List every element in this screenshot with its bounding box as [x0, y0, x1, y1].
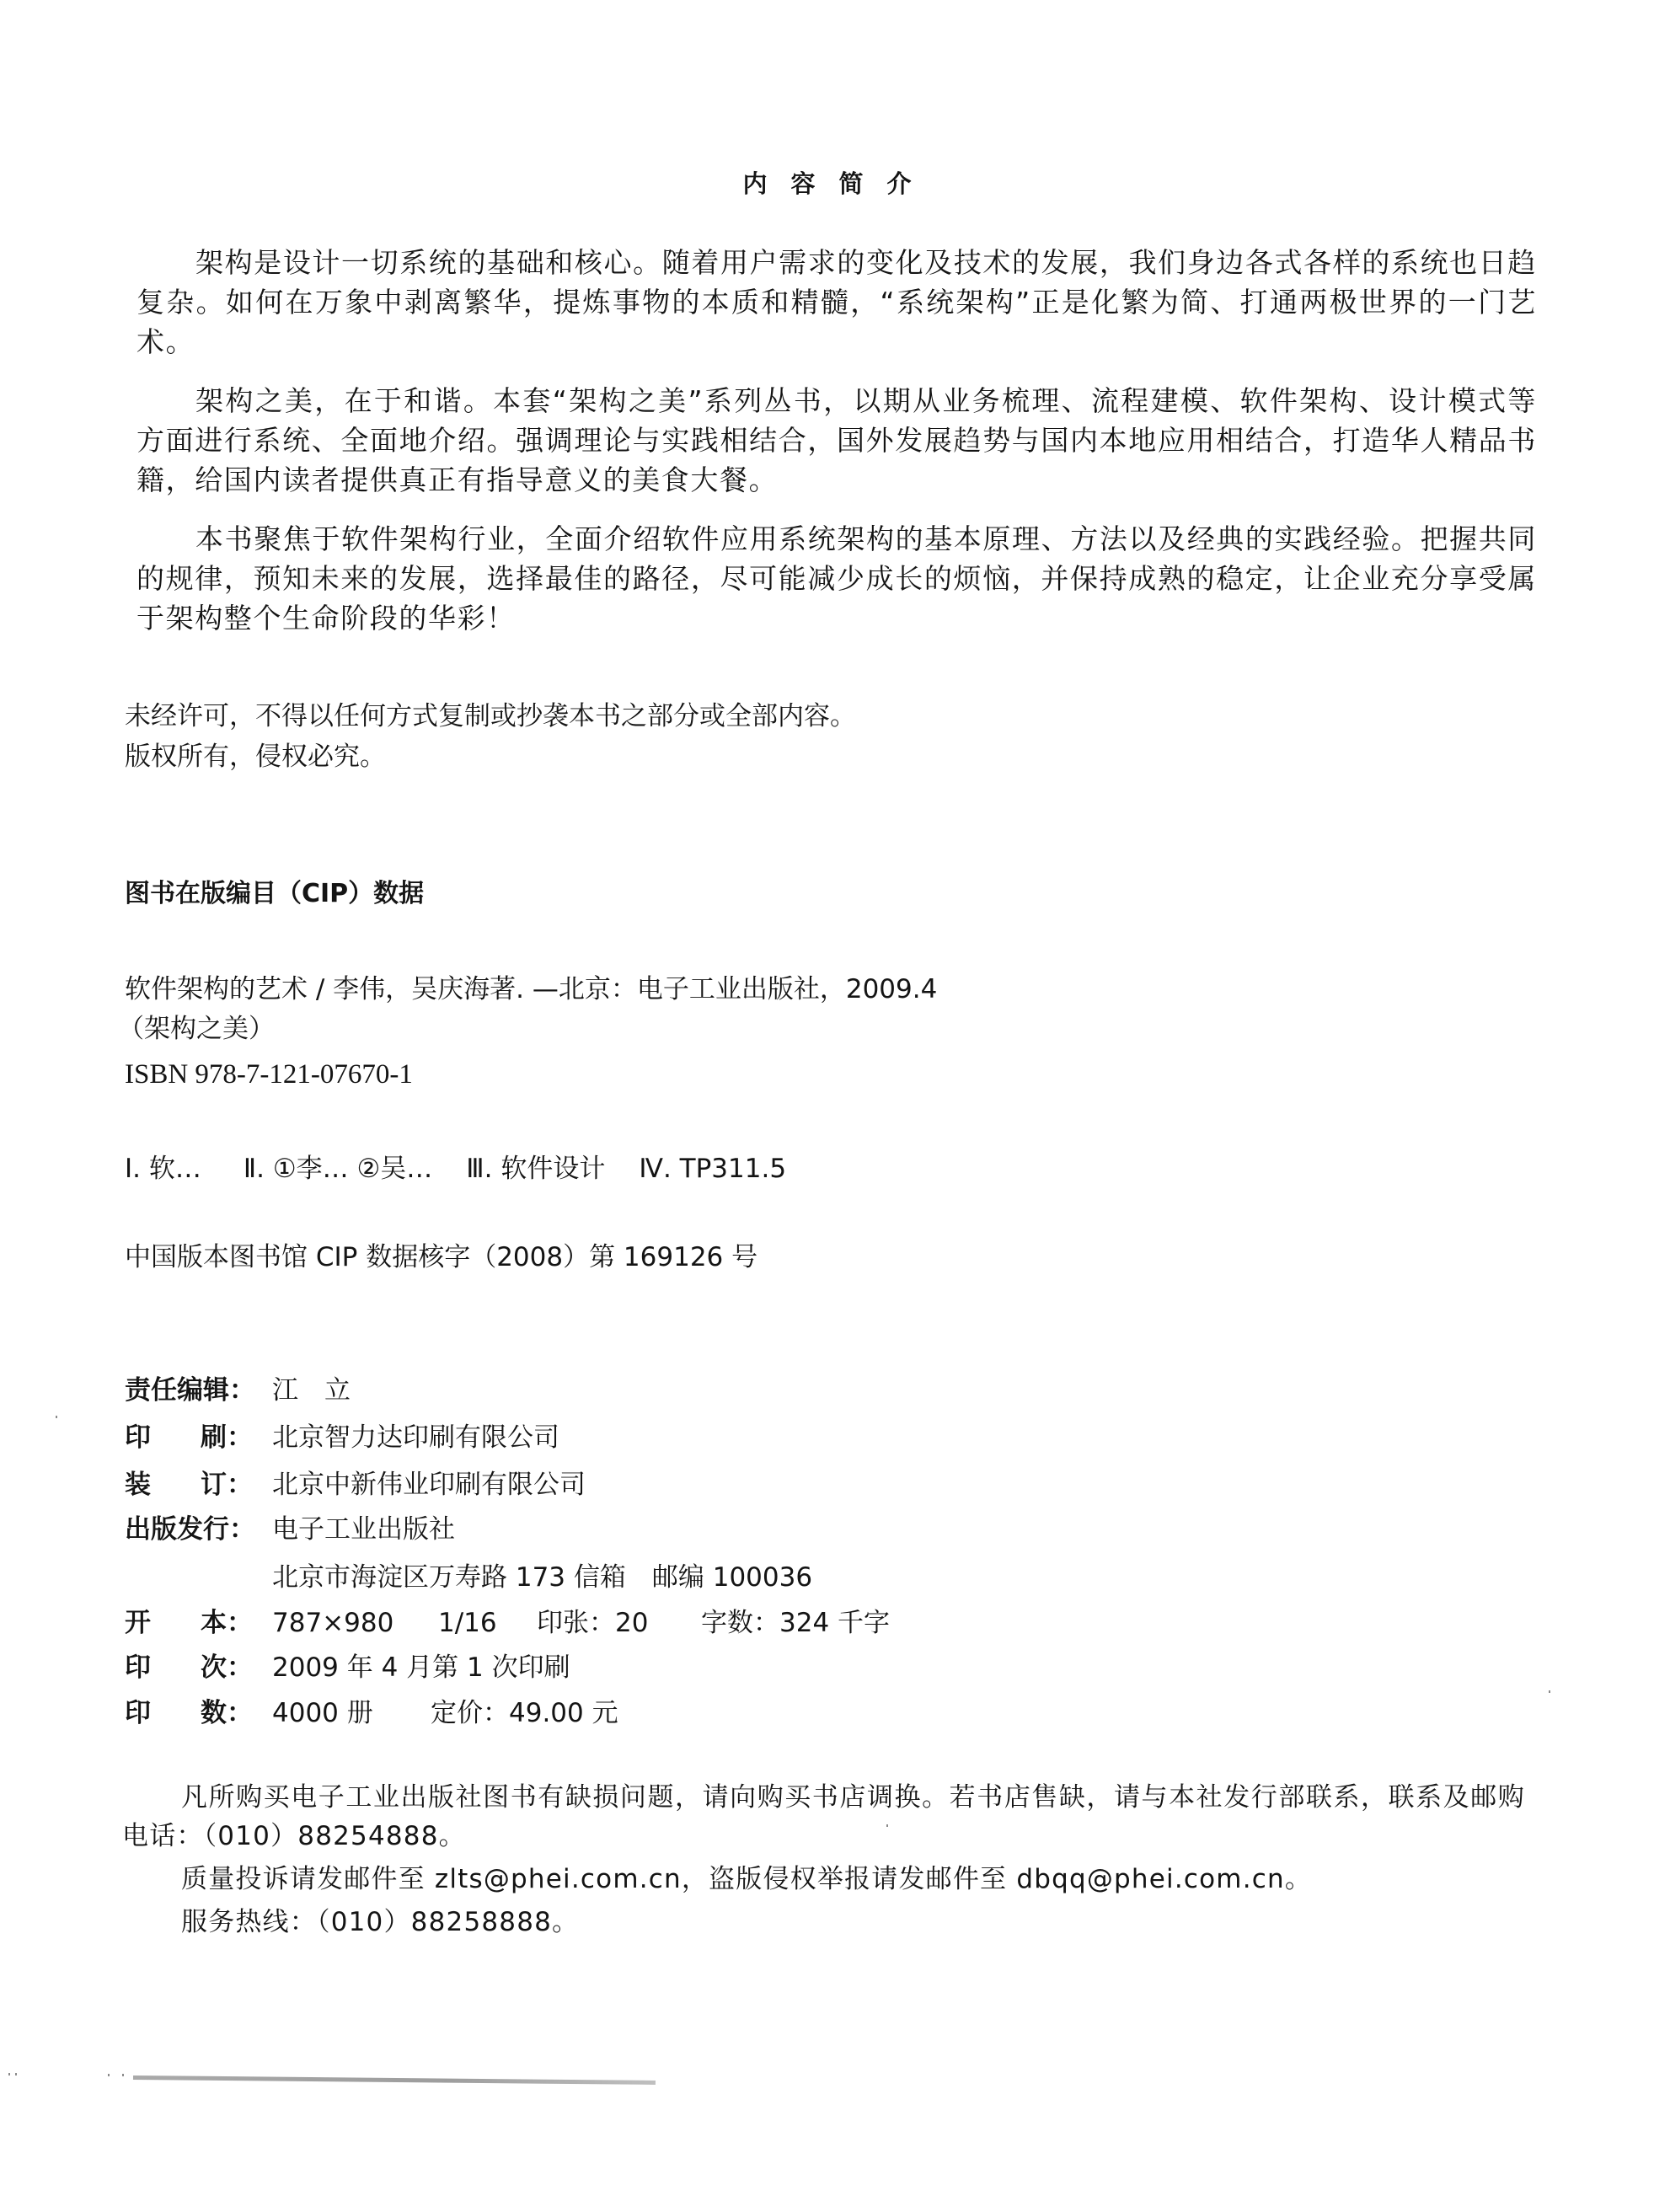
class-3: Ⅲ. 软件设计	[466, 1154, 606, 1184]
email-notice: 质量投诉请发邮件至 zlts@phei.com.cn，盗版侵权举报请发邮件至 dbqq@phei.com.cn。	[181, 1864, 1313, 1894]
scan-speck	[108, 2074, 110, 2076]
class-2: Ⅱ. ①李… ②吴…	[243, 1154, 433, 1184]
scan-speck	[1549, 1690, 1550, 1693]
cip-title-line: 软件架构的艺术 / 李伟，吴庆海著. —北京：电子工业出版社，2009.4	[125, 974, 938, 1004]
copies-value: 4000 册	[272, 1698, 373, 1728]
print-sheets: 印张：20	[537, 1608, 649, 1638]
class-1: I. 软…	[125, 1154, 201, 1184]
content-summary	[136, 243, 1537, 657]
rights-reserved: 版权所有，侵权必究。	[125, 742, 386, 772]
copyright-notice: 未经许可，不得以任何方式复制或抄袭本书之部分或全部内容。	[125, 701, 856, 731]
format-size: 787×980	[272, 1608, 394, 1638]
format-label: 开 本：	[125, 1608, 253, 1638]
service-hotline: 服务热线：（010）88258888。	[181, 1907, 580, 1937]
binder-value: 北京中新伟业印刷有限公司	[272, 1470, 586, 1500]
scan-speck	[15, 2073, 17, 2075]
class-4: Ⅳ. TP311.5	[639, 1154, 787, 1184]
editor-value: 江 立	[272, 1375, 351, 1406]
printer-value: 北京智力达印刷有限公司	[272, 1422, 559, 1453]
cip-series: （架构之美）	[118, 1014, 275, 1044]
word-count: 字数：324 千字	[701, 1608, 891, 1638]
publisher-value: 电子工业出版社	[272, 1514, 455, 1545]
scan-artifact-line	[133, 2075, 656, 2085]
defect-notice: 凡所购买电子工业出版社图书有缺损问题，请向购买书店调换。若书店售缺，请与本社发行部联系，联系及邮购电话：（010）88254888。	[122, 1782, 1525, 1851]
copies-label: 印 数：	[125, 1698, 253, 1728]
printer-label: 印 刷：	[125, 1422, 253, 1453]
summary-paragraph: 架构之美，在于和谐。本套“架构之美”系列丛书，以期从业务梳理、流程建模、软件架构、设计模式等方面进行系统、全面地介绍。强调理论与实践相结合，国外发展趋势与国内本地应用相结合，打造华人精品书籍，给国内读者提供真正有指导意义的美食大餐。	[136, 384, 1537, 496]
format-fraction: 1/16	[438, 1608, 497, 1638]
cip-isbn: ISBN 978-7-121-07670-1	[125, 1059, 413, 1090]
cip-verification: 中国版本图书馆 CIP 数据核字（2008）第 169126 号	[125, 1242, 758, 1272]
purchase-notice	[122, 1778, 1525, 1946]
summary-paragraph: 架构是设计一切系统的基础和核心。随着用户需求的变化及技术的发展，我们身边各式各样的系统也日趋复杂。如何在万象中剥离繁华，提炼事物的本质和精髓，“系统架构”正是化繁为简、打通两极世界的一门艺术。	[136, 246, 1537, 358]
price: 定价：49.00 元	[431, 1698, 618, 1728]
scan-speck	[886, 1824, 888, 1827]
edition-value: 2009 年 4 月第 1 次印刷	[272, 1652, 570, 1683]
page-title: 内容简介	[742, 169, 935, 198]
cip-heading: 图书在版编目（CIP）数据	[125, 879, 425, 908]
scan-speck	[8, 2073, 10, 2075]
edition-label: 印 次：	[125, 1652, 253, 1683]
editor-label: 责任编辑：	[125, 1375, 255, 1406]
binder-label: 装 订：	[125, 1470, 253, 1500]
cip-classification	[125, 1152, 786, 1186]
scan-speck	[122, 2074, 124, 2076]
publisher-address: 北京市海淀区万寿路 173 信箱 邮编 100036	[272, 1562, 813, 1593]
summary-paragraph: 本书聚焦于软件架构行业，全面介绍软件应用系统架构的基本原理、方法以及经典的实践经验。把握共同的规律，预知未来的发展，选择最佳的路径，尽可能减少成长的烦恼，并保持成熟的稳定，让企业充分享受属于架构整个生命阶段的华彩！	[136, 522, 1537, 635]
scan-speck	[56, 1416, 57, 1418]
publisher-label: 出版发行：	[125, 1514, 255, 1545]
